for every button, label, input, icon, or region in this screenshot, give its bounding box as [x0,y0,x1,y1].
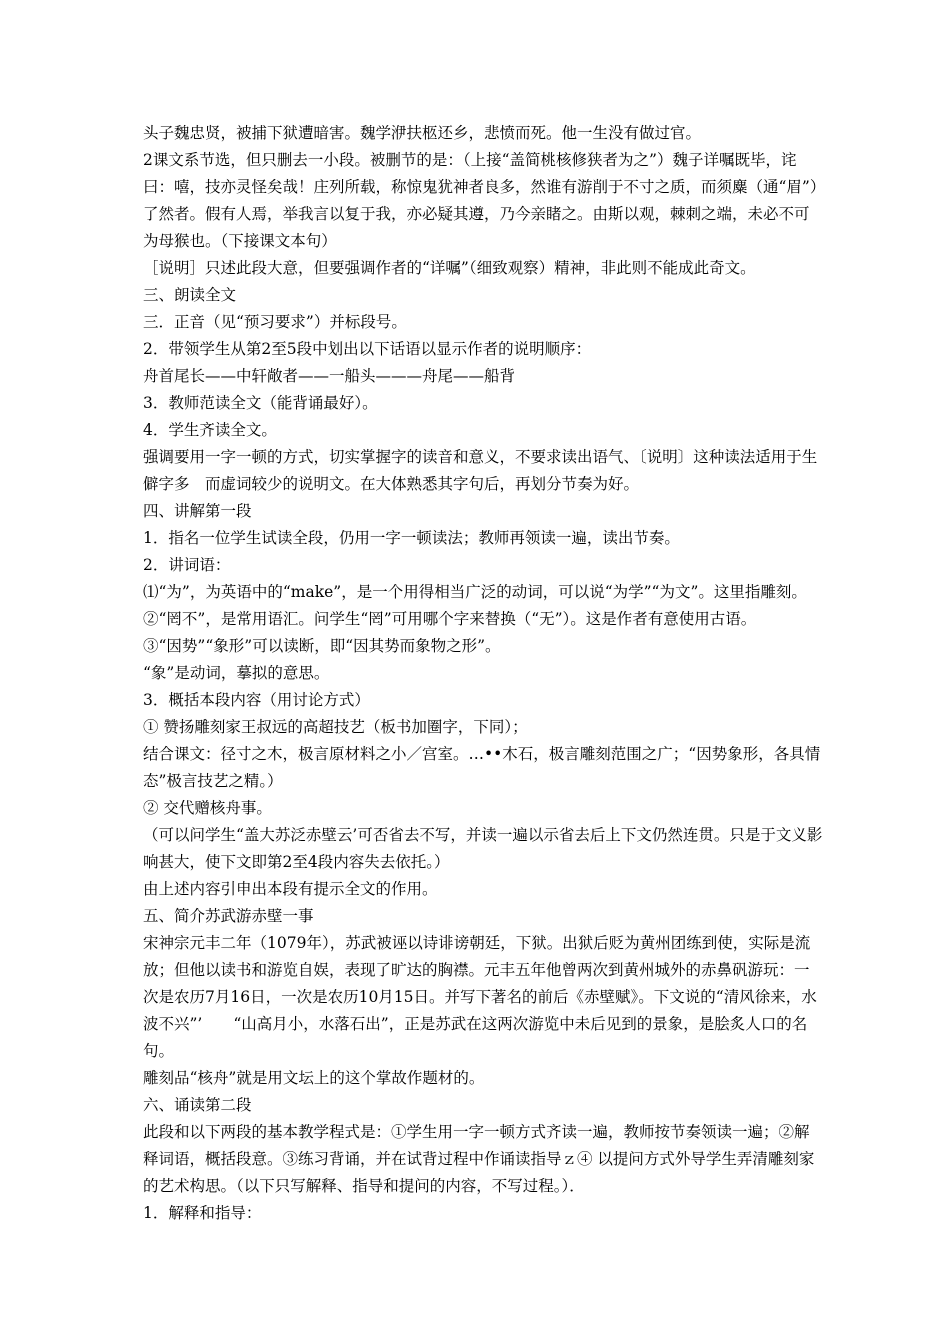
text-line: ② 交代赠核舟事。 [143,799,272,817]
text-line: 由上述内容引申出本段有提示全文的作用。 [143,880,438,898]
text-line: ［说明］只述此段大意，但要强调作者的“详嘱”（细致观察）精神，非此则不能成此奇文。 [143,259,756,277]
section-heading: 三、朗读全文 [143,286,237,304]
text-line: ⑴“为”，为英语中的“make”，是一个用得相当广泛的动词，可以说“为学”“为文”。这里指雕刻。 [143,583,807,601]
text-line: 结合课文：径寸之木，极言原材料之小／宫室。…••木石，极言雕刻范围之广；“因势象形，各具情态”极言技艺之精。） [143,745,821,790]
text-line: ① 赞扬雕刻家王叔远的高超技艺（板书加圈字，下同）； [143,718,528,736]
text-line: 2．带领学生从第2至5段中划出以下话语以显示作者的说明顺序： [143,340,592,358]
text-line: 3．概括本段内容（用讨论方式） [143,691,370,709]
text-line: 此段和以下两段的基本教学程式是：①学生用一字一顿方式齐读一遍，教师按节奏领读一遍；②解释词语，概括段意。③练习背诵，并在试背过程中作诵读指导ｚ④ 以提问方式外导学生弄清雕刻家的艺术构思。（以下只写解释、指导和提问的内容，不写过程。）． [143,1123,815,1195]
document-body [143,120,823,1227]
text-line: “象”是动词，摹拟的意思。 [143,664,330,682]
text-line: 雕刻品“核舟”就是用文坛上的这个掌故作题材的。 [143,1069,485,1087]
section-heading: 四、讲解第一段 [143,502,252,520]
text-line: 舟首尾长——中轩敞者——一船头———舟尾——船背 [143,367,516,385]
text-line: （可以问学生“盖大苏泛赤壁云’可否省去不写，并读一遍以示省去后上下文仍然连贯。只是于文义影响甚大，使下文即第2至4段内容失去依托。） [143,826,823,871]
text-line: 强调要用一字一顿的方式，切实掌握字的读音和意义，不要求读出语气、〔说明〕这种读法适用于生僻字多 而虚词较少的说明文。在大体熟悉其字句后，再划分节奏为好。 [143,448,818,493]
text-line: 头子魏忠贤，被捕下狱遭暗害。魏学洢扶柩还乡，悲愤而死。他一生没有做过官。 [143,124,702,142]
text-line: 2．讲词语： [143,556,231,574]
text-line: 2课文系节选，但只删去一小段。被删节的是：（上接“盖简桃核修狭者为之”）魏子详嘱既毕，诧曰：嘻，技亦灵怪矣哉！庄列所载，称惊鬼犹神者良多，然谁有游削于不寸之质，而须麋（通“眉”）了然者。假有人焉，举我言以复于我，亦必疑其遵，乃今亲睹之。由斯以观，棘刺之端，未必不可为母猴也。（下接课文本句） [143,151,818,250]
section-heading: 五、简介苏武游赤壁一事 [143,907,314,925]
text-line: ②“罔不”，是常用语汇。问学生“罔”可用哪个字来替换（“无”）。这是作者有意使用古语。 [143,610,757,628]
section-heading: 六、诵读第二段 [143,1096,252,1114]
text-line: 1．指名一位学生试读全段，仍用一字一顿读法；教师再领读一遍，读出节奏。 [143,529,680,547]
text-line: 1．解释和指导： [143,1204,262,1222]
text-line: ③“因势”“象形”可以读断，即“因其势而象物之形”。 [143,637,501,655]
text-line: 4．学生齐读全文。 [143,421,277,439]
text-line: 3．教师范读全文（能背诵最好）。 [143,394,378,412]
text-line: 宋神宗元丰二年（1079年），苏武被诬以诗诽谤朝廷，下狱。出狱后贬为黄州团练到使，实际是流放；但他以读书和游览自娱，表现了旷达的胸襟。元丰五年他曾两次到黄州城外的赤鼻矾游玩：一次是农历7月16日，一次是农历10月15日。并写下著名的前后《赤壁赋》。下文说的“清风徐来，水波不兴”’ “山高月小，水落石出”，正是苏武在这两次游览中未后见到的景象，是脍炙人口的名句。 [143,934,817,1060]
text-line: 三．正音（见“预习要求”）并标段号。 [143,313,407,331]
